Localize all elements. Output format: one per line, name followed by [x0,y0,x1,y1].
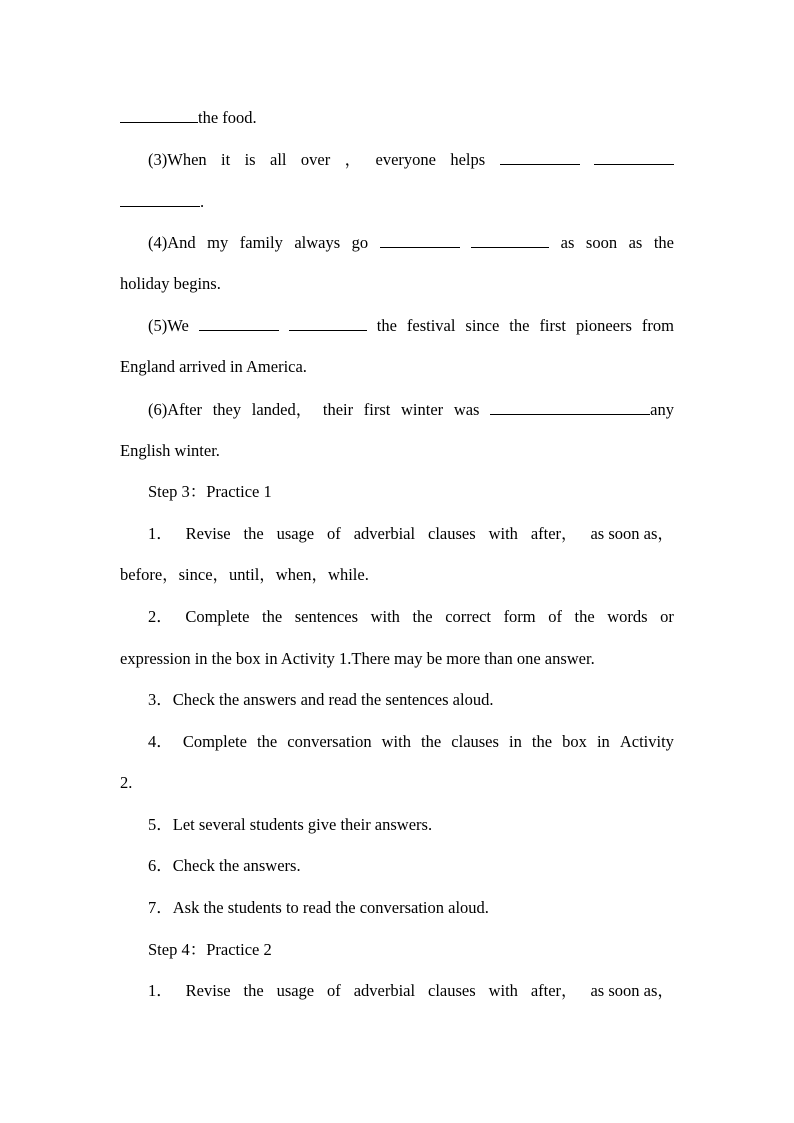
text: festival [406,316,456,335]
text: 1． [148,981,173,1000]
text: winter [401,400,444,419]
step-3-item-1-continuation: before，since，until，when，while. [120,565,369,584]
text: as [628,233,643,252]
text: in [596,732,610,751]
text: always [294,233,341,252]
step-4-item-1 [148,980,674,1002]
text: or [660,607,674,626]
text: 2． [148,607,173,626]
answer-blank[interactable] [500,148,580,165]
text: the [421,732,442,751]
text: is [244,150,256,169]
question-4-continuation: holiday begins. [120,274,221,293]
text: the food. [198,108,257,127]
text: Complete [182,732,247,751]
question-5 [148,314,674,337]
text: Revise [185,981,231,1000]
text: the [243,524,264,543]
step-3-item-6: 6．Check the answers. [148,856,301,875]
text: the [376,316,397,335]
text: (4)And [148,233,196,252]
question-3 [148,148,674,171]
text: with [488,524,518,543]
step-3-item-3: 3．Check the answers and read the sentences aloud. [148,690,494,709]
text: was [453,400,480,419]
text: the [257,732,278,751]
answer-blank[interactable] [199,314,279,331]
text: soon [585,233,618,252]
text: clauses [428,524,476,543]
text: . [200,192,205,211]
step-3-item-4-continuation: 2. [120,773,133,792]
text: as soon as， [590,981,674,1000]
text: conversation [287,732,372,751]
text: with [381,732,411,751]
text: pioneers [576,316,632,335]
text: (3)When [148,150,207,169]
answer-blank[interactable] [289,314,367,331]
question-6-continuation: English winter. [120,441,220,460]
text: adverbial [353,524,416,543]
text: everyone [375,150,436,169]
text: in [509,732,522,751]
text: the [574,607,595,626]
text: the [653,233,674,252]
text: the [243,981,264,1000]
text: sentences [294,607,358,626]
text: 1． [148,524,173,543]
text: usage [276,524,315,543]
text: clauses [451,732,499,751]
text: the [412,607,433,626]
text: their [322,400,354,419]
question-3-continuation [120,190,674,213]
answer-blank[interactable] [120,106,198,123]
text: the [509,316,530,335]
text: words [607,607,648,626]
step-4-heading: Step 4：Practice 2 [148,940,272,959]
text: of [327,524,341,543]
step-3-item-5: 5．Let several students give their answers. [148,815,433,834]
text: my [207,233,229,252]
text: go [351,233,369,252]
text: ， [344,150,362,169]
text: since [465,316,500,335]
text: Complete [185,607,250,626]
step-3-item-4 [148,731,674,753]
text: of [327,981,341,1000]
text: with [370,607,400,626]
text: usage [276,981,315,1000]
answer-blank[interactable] [471,231,549,248]
answer-blank[interactable] [120,190,200,207]
text: after， [530,981,578,1000]
text: they [212,400,242,419]
text: landed， [251,400,313,419]
text: adverbial [353,981,416,1000]
q2-continuation [120,106,674,129]
text: the [262,607,283,626]
step-3-item-2 [148,606,674,628]
text: it [221,150,231,169]
step-3-item-2-continuation: expression in the box in Activity 1.There may be more than one answer. [120,649,595,668]
text: correct [445,607,491,626]
text: clauses [428,981,476,1000]
text: (6)After [148,400,203,419]
text: Revise [185,524,231,543]
text: all [270,150,287,169]
step-3-item-7: 7．Ask the students to read the conversation aloud. [148,898,489,917]
text: (5)We [148,316,189,335]
blank-group [490,398,674,421]
text: with [488,981,518,1000]
text: as [560,233,575,252]
text: the [531,732,553,751]
text: first [363,400,391,419]
step-3-item-1 [148,523,674,545]
text: any [650,400,674,419]
question-5-continuation: England arrived in America. [120,357,307,376]
answer-blank[interactable] [594,148,674,165]
text: after， [530,524,578,543]
question-6 [148,398,674,421]
text: first [539,316,567,335]
text: 4． [148,732,173,751]
text: of [548,607,562,626]
question-4 [148,231,674,254]
text: helps [450,150,486,169]
text: box [562,732,587,751]
step-3-heading: Step 3：Practice 1 [148,482,272,501]
text: as soon as， [590,524,674,543]
text: Activity [619,732,674,751]
text: over [300,150,331,169]
text: from [641,316,674,335]
text: form [503,607,536,626]
text: family [239,233,283,252]
answer-blank[interactable] [490,398,650,415]
answer-blank[interactable] [380,231,460,248]
